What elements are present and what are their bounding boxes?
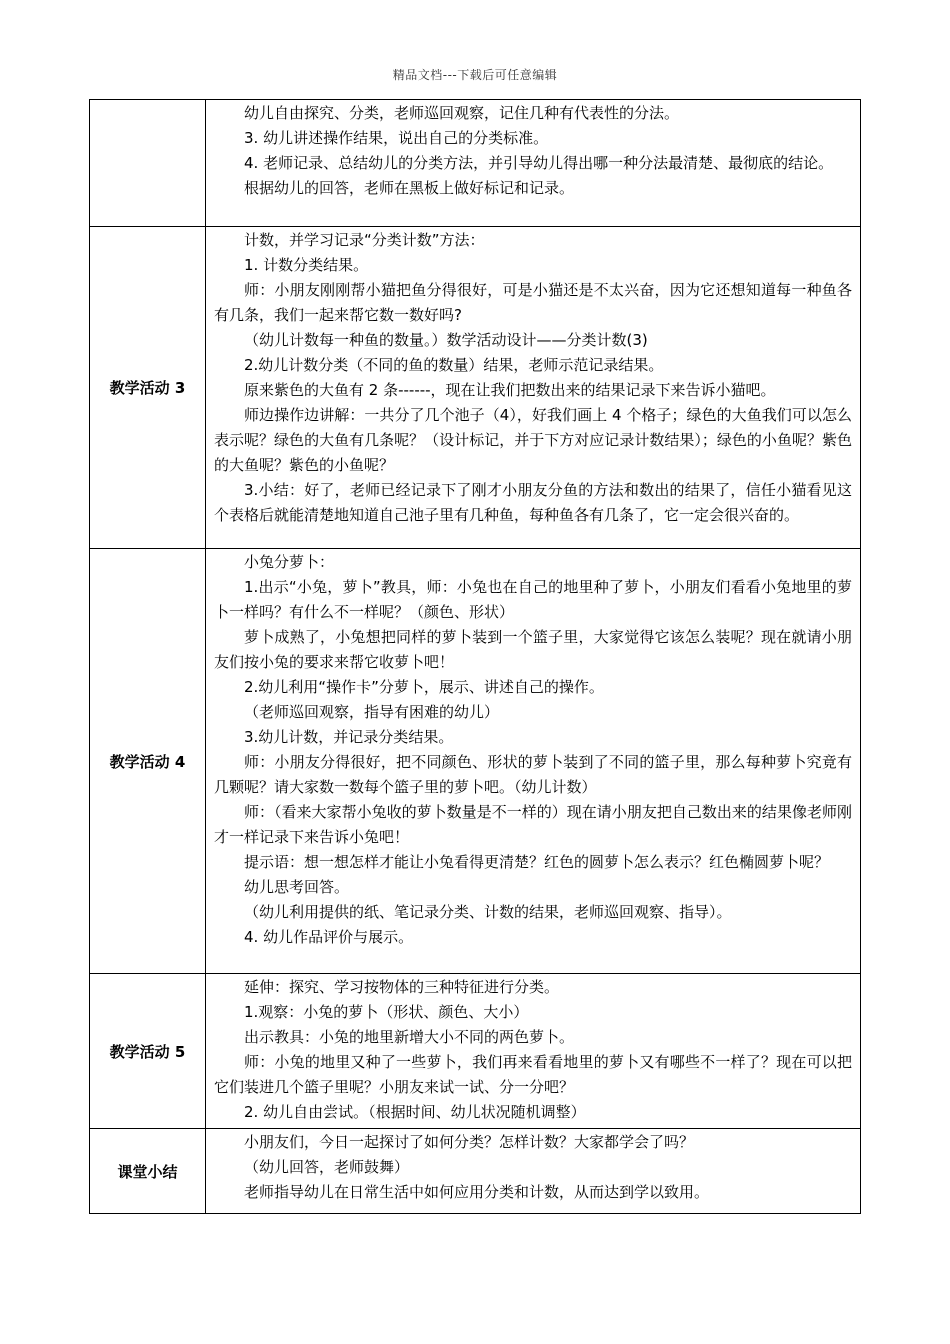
activity-content [206,100,861,227]
content-paragraph: 师：（看来大家帮小兔收的萝卜数量是不一样的）现在请小朋友把自己数出来的结果像老师刚才一样记录下来告诉小兔吧！ [214,803,852,846]
content-paragraph: 3. 幼儿讲述操作结果，说出自己的分类标准。 [244,129,549,147]
content-paragraph: 萝卜成熟了，小兔想把同样的萝卜装到一个篮子里，大家觉得它该怎么装呢？现在就请小朋友们按小兔的要求来帮它收萝卜吧！ [214,628,852,671]
content-paragraph: 小兔分萝卜： [244,553,335,571]
content-paragraph: 提示语：想一想怎样才能让小兔看得更清楚？红色的圆萝卜怎么表示？红色椭圆萝卜呢？ [244,853,830,871]
content-paragraph: 师边操作边讲解：一共分了几个池子（4），好我们画上 4 个格子；绿色的大鱼我们可以怎么表示呢？绿色的大鱼有几条呢？（设计标记，并于下方对应记录计数结果）；绿色的小鱼呢？紫色的大鱼呢？紫色的小鱼呢？ [214,406,852,474]
content-paragraph: 师：小朋友分得很好，把不同颜色、形状的萝卜装到了不同的篮子里，那么每种萝卜究竟有几颗呢？请大家数一数每个篮子里的萝卜吧。（幼儿计数） [214,753,852,796]
content-paragraph: 幼儿思考回答。 [244,878,350,896]
content-paragraph: 4. 幼儿作品评价与展示。 [244,928,414,946]
activity-label: 教学活动 5 [90,974,206,1129]
content-paragraph: 小朋友们，今日一起探讨了如何分类？怎样计数？大家都学会了吗？ [244,1133,695,1151]
table-row [90,100,861,227]
content-paragraph: 3.幼儿计数，并记录分类结果。 [244,728,454,746]
page-header: 精品文档---下载后可任意编辑 [392,68,558,82]
content-paragraph: 原来紫色的大鱼有 2 条------，现在让我们把数出来的结果记录下来告诉小猫吧。 [244,381,776,399]
activity-content [206,974,861,1129]
table-row [90,1129,861,1214]
content-paragraph: 师：小兔的地里又种了一些萝卜，我们再来看看地里的萝卜又有哪些不一样了？现在可以把它们装进几个篮子里呢？小朋友来试一试、分一分吧？ [214,1053,852,1096]
activity-content [206,1129,861,1214]
content-paragraph: 延伸：探究、学习按物体的三种特征进行分类。 [244,978,560,996]
content-paragraph: （老师巡回观察，指导有困难的幼儿） [244,703,500,721]
lesson-plan-table [89,99,861,1214]
table-row [90,227,861,549]
content-paragraph: （幼儿回答，老师鼓舞） [244,1158,410,1176]
content-paragraph: 1.出示“小兔，萝卜”教具，师：小兔也在自己的地里种了萝卜，小朋友们看看小兔地里的萝卜一样吗？有什么不一样呢？（颜色、形状） [214,578,852,621]
content-paragraph: 4. 老师记录、总结幼儿的分类方法，并引导幼儿得出哪一种分法最清楚、最彻底的结论。 [244,154,834,172]
content-paragraph: 2.幼儿利用“操作卡”分萝卜，展示、讲述自己的操作。 [244,678,604,696]
content-paragraph: 2.幼儿计数分类（不同的鱼的数量）结果，老师示范记录结果。 [244,356,664,374]
table-row [90,974,861,1129]
content-paragraph: 师：小朋友刚刚帮小猫把鱼分得很好，可是小猫还是不太兴奋，因为它还想知道每一种鱼各有几条，我们一起来帮它数一数好吗? [214,281,852,324]
content-paragraph: （幼儿利用提供的纸、笔记录分类、计数的结果，老师巡回观察、指导）。 [244,903,732,921]
content-paragraph: 老师指导幼儿在日常生活中如何应用分类和计数，从而达到学以致用。 [244,1183,710,1201]
content-paragraph: 计数，并学习记录“分类计数”方法： [244,231,485,249]
content-paragraph: 3.小结：好了，老师已经记录下了刚才小朋友分鱼的方法和数出的结果了，信任小猫看见这个表格后就能清楚地知道自己池子里有几种鱼，每种鱼各有几条了，它一定会很兴奋的。 [214,481,852,524]
activity-label: 课堂小结 [90,1129,206,1214]
activity-label [90,100,206,227]
content-paragraph: 2. 幼儿自由尝试。（根据时间、幼儿状况随机调整） [244,1103,586,1121]
table-row [90,549,861,974]
content-paragraph: 1. 计数分类结果。 [244,256,369,274]
activity-content [206,549,861,974]
content-paragraph: 出示教具：小兔的地里新增大小不同的两色萝卜。 [244,1028,575,1046]
activity-content [206,227,861,549]
content-paragraph: （幼儿计数每一种鱼的数量。）数学活动设计——分类计数(3) [244,331,648,349]
content-paragraph: 幼儿自由探究、分类，老师巡回观察，记住几种有代表性的分法。 [244,104,680,122]
content-paragraph: 1.观察：小兔的萝卜（形状、颜色、大小） [244,1003,529,1021]
activity-label: 教学活动 3 [90,227,206,549]
content-paragraph: 根据幼儿的回答，老师在黑板上做好标记和记录。 [244,179,575,197]
activity-label: 教学活动 4 [90,549,206,974]
